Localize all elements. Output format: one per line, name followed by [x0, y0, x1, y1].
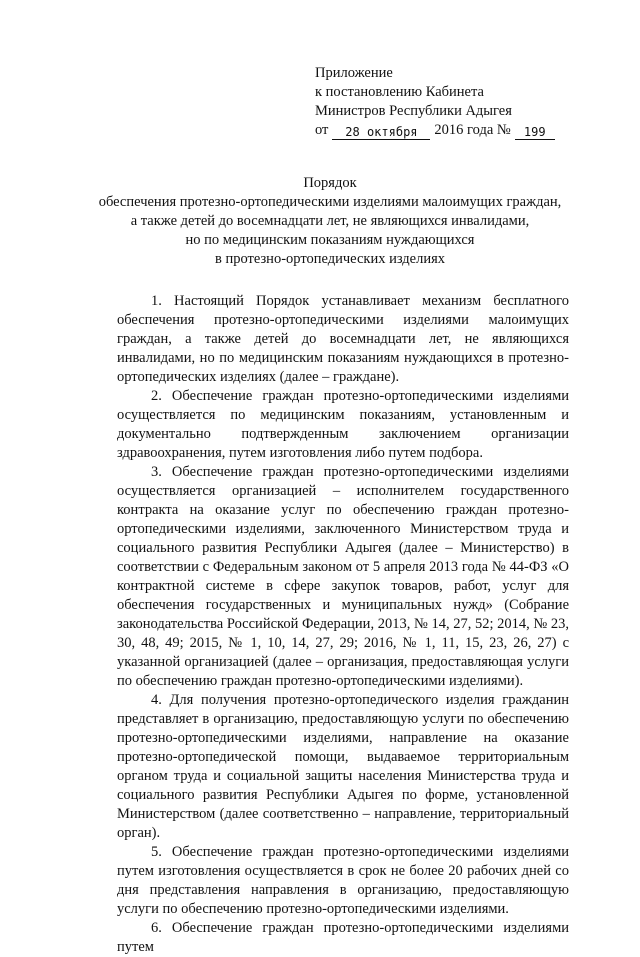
- appendix-line-1: Приложение: [315, 65, 393, 81]
- date-value: 28 октября: [332, 125, 430, 140]
- title-line-5: в протезно-ортопедических изделиях: [214, 251, 446, 267]
- document-title: [70, 174, 590, 269]
- title-line-2: обеспечения протезно-ортопедическими изделиями малоимущих граждан,: [98, 194, 562, 210]
- document-number: 199: [515, 125, 555, 140]
- title-line-3: а также детей до восемнадцати лет, не являющихся инвалидами,: [130, 213, 530, 229]
- paragraph-3: 3. Обеспечение граждан протезно-ортопедическими изделиями осуществляется организацией – исполнителем государственного контракта на оказание услуг по обеспечению граждан протезно-ортопедическими изделиями, заключенного Министерством труда и социального развития Республики Адыгея (далее – Министерство) в соответствии с Федеральным законом от 5 апреля 2013 года № 44-ФЗ «О контрактной системе в сфере закупок товаров, работ, услуг для обеспечения государственных и муниципальных нужд» (Собрание законодательства Российской Федерации, 2013, № 14, 27, 52; 2014, № 23, 30, 48, 49; 2015, № 1, 10, 14, 27, 29; 2016, № 1, 11, 15, 23, 26, 27) с указанной организацией (далее – организация, предоставляющая услуги по обеспечению граждан протезно-ортопедическими изделиями).: [117, 464, 569, 689]
- paragraph-4: 4. Для получения протезно-ортопедического изделия гражданин представляет в организацию, предоставляющую услуги по обеспечению протезно-ортопедическими изделиями, направление на оказание протезно-ортопедической помощи, выдаваемое территориальным органом труда и социальной защиты населения Министерства труда и социального развития Республики Адыгея по форме, установленной Министерством (далее соответственно – направление, территориальный орган).: [117, 692, 569, 841]
- date-prefix: от: [315, 122, 329, 138]
- paragraph-6: 6. Обеспечение граждан протезно-ортопедическими изделиями путем: [117, 920, 569, 955]
- appendix-date-line: [315, 121, 555, 140]
- title-line-1: Порядок: [303, 175, 357, 191]
- year-text: 2016 года №: [434, 122, 511, 138]
- paragraph-5: 5. Обеспечение граждан протезно-ортопедическими изделиями путем изготовления осуществляется в срок не более 20 рабочих дней со дня представления направления в организацию, предоставляющую услуги по обеспечению протезно-ортопедическими изделиями.: [117, 844, 569, 917]
- document-body: [117, 292, 569, 957]
- title-line-4: но по медицинским показаниям нуждающихся: [185, 232, 475, 248]
- paragraph-1: 1. Настоящий Порядок устанавливает механизм бесплатного обеспечения протезно-ортопедическими изделиями малоимущих граждан, а также детей до восемнадцати лет, не являющихся инвалидами, но по медицинским показаниям нуждающихся в протезно-ортопедических изделиях (далее – граждане).: [117, 293, 569, 385]
- appendix-block: [315, 64, 555, 140]
- appendix-line-2: к постановлению Кабинета: [315, 84, 484, 100]
- appendix-line-3: Министров Республики Адыгея: [315, 103, 512, 119]
- paragraph-2: 2. Обеспечение граждан протезно-ортопедическими изделиями осуществляется по медицинским показаниям, установленным и документально подтвержденным заключением организации здравоохранения, путем изготовления либо путем подбора.: [117, 388, 569, 461]
